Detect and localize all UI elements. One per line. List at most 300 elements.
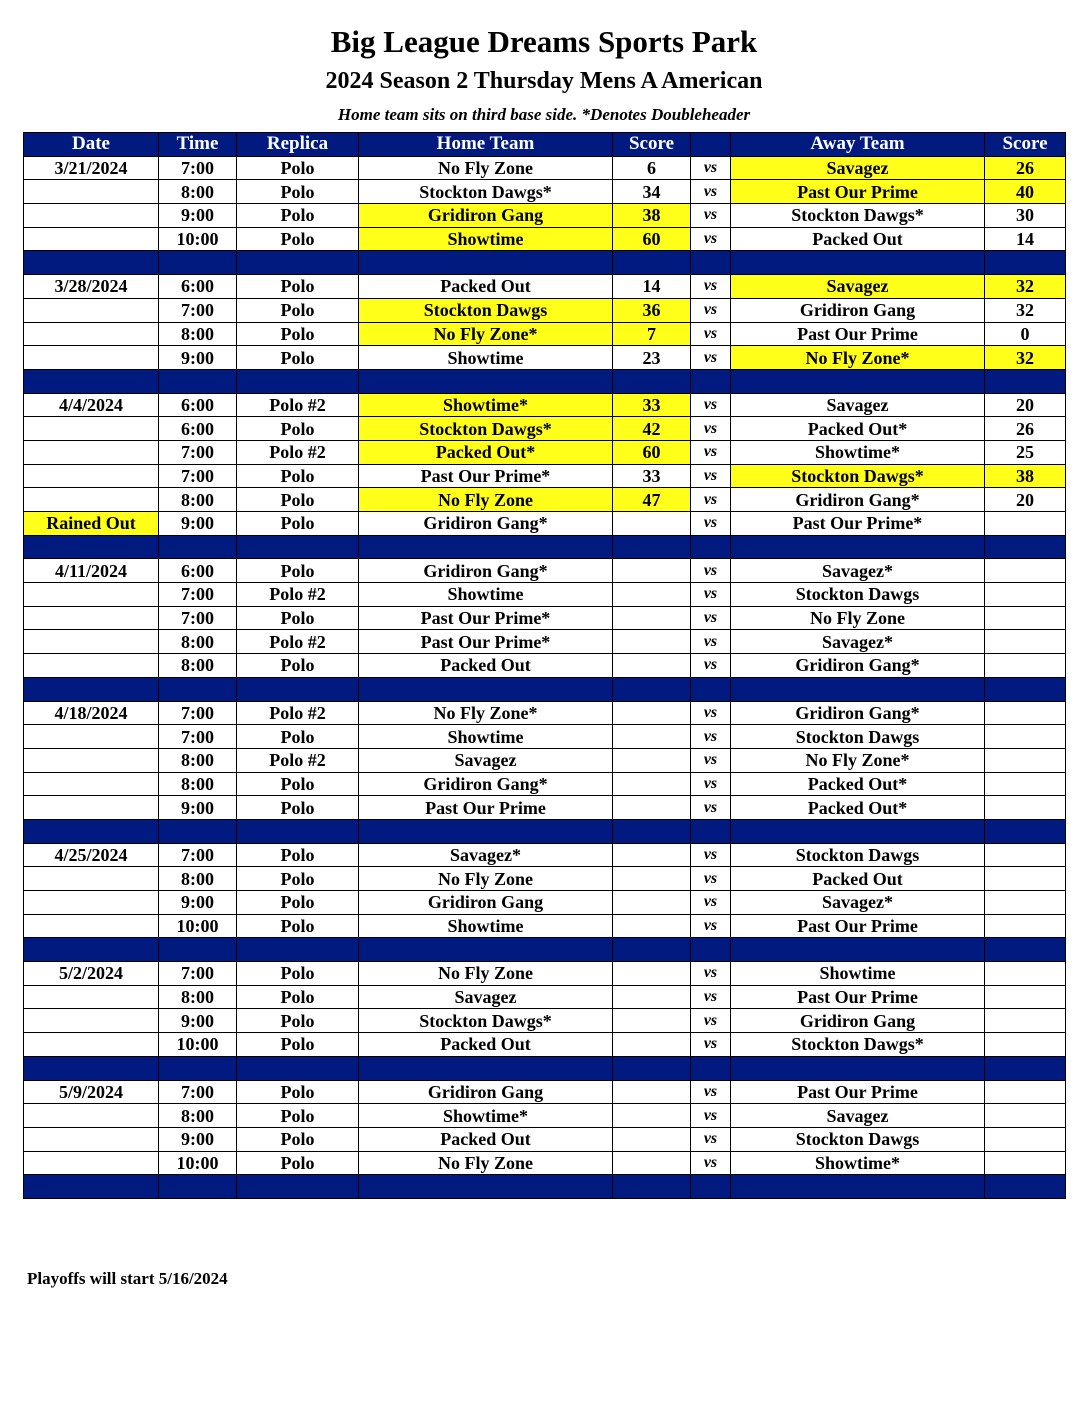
game-replica: Polo: [237, 606, 359, 630]
game-time: 9:00: [159, 1127, 237, 1151]
away-score: 26: [985, 156, 1066, 180]
separator-cell: [24, 369, 159, 393]
game-replica: Polo: [237, 1151, 359, 1175]
game-row: [24, 772, 1066, 796]
away-score: 38: [985, 464, 1066, 488]
separator-cell: [159, 535, 237, 559]
vs-label: vs: [691, 867, 731, 891]
game-time: 8:00: [159, 772, 237, 796]
away-team: Packed Out*: [731, 796, 985, 820]
away-score: [985, 796, 1066, 820]
separator-cell: [985, 819, 1066, 843]
separator-cell: [159, 369, 237, 393]
home-team: Stockton Dawgs*: [359, 1009, 613, 1033]
separator-cell: [237, 677, 359, 701]
game-row: [24, 867, 1066, 891]
separator-cell: [613, 1175, 691, 1199]
away-score: [985, 748, 1066, 772]
separator-cell: [24, 1056, 159, 1080]
game-replica: Polo: [237, 180, 359, 204]
game-time: 8:00: [159, 748, 237, 772]
home-score: [613, 843, 691, 867]
week-separator: [24, 251, 1066, 275]
game-row: [24, 1151, 1066, 1175]
game-time: 10:00: [159, 227, 237, 251]
vs-label: vs: [691, 1127, 731, 1151]
away-score: 25: [985, 440, 1066, 464]
separator-cell: [691, 677, 731, 701]
game-date-empty: [24, 606, 159, 630]
game-time: 8:00: [159, 630, 237, 654]
game-time: 7:00: [159, 701, 237, 725]
game-replica: Polo: [237, 1104, 359, 1128]
home-score: 47: [613, 488, 691, 512]
home-score: 6: [613, 156, 691, 180]
away-team: Savagez*: [731, 559, 985, 583]
vs-label: vs: [691, 464, 731, 488]
home-team: Stockton Dawgs*: [359, 180, 613, 204]
game-replica: Polo: [237, 985, 359, 1009]
home-team: No Fly Zone*: [359, 322, 613, 346]
game-date-empty: [24, 1127, 159, 1151]
game-date-empty: [24, 1009, 159, 1033]
game-date-empty: [24, 748, 159, 772]
game-time: 7:00: [159, 725, 237, 749]
game-date: 5/9/2024: [24, 1080, 159, 1104]
away-score: [985, 701, 1066, 725]
game-row: [24, 204, 1066, 228]
home-team: Packed Out*: [359, 440, 613, 464]
home-score: [613, 1151, 691, 1175]
game-date-empty: [24, 204, 159, 228]
vs-label: vs: [691, 630, 731, 654]
home-score: [613, 630, 691, 654]
away-score: [985, 1104, 1066, 1128]
vs-label: vs: [691, 417, 731, 441]
vs-label: vs: [691, 891, 731, 915]
separator-cell: [731, 535, 985, 559]
home-score: 60: [613, 440, 691, 464]
home-score: [613, 701, 691, 725]
game-replica: Polo: [237, 725, 359, 749]
game-replica: Polo #2: [237, 630, 359, 654]
away-score: [985, 725, 1066, 749]
away-team: Showtime*: [731, 1151, 985, 1175]
separator-cell: [24, 677, 159, 701]
game-row: [24, 488, 1066, 512]
game-time: 8:00: [159, 180, 237, 204]
separator-cell: [731, 369, 985, 393]
game-replica: Polo: [237, 654, 359, 678]
game-row: [24, 298, 1066, 322]
separator-cell: [731, 1175, 985, 1199]
home-score: [613, 654, 691, 678]
vs-label: vs: [691, 393, 731, 417]
game-date-empty: [24, 1151, 159, 1175]
game-date-empty: [24, 440, 159, 464]
away-score: [985, 1033, 1066, 1057]
separator-cell: [731, 677, 985, 701]
game-date-empty: [24, 867, 159, 891]
game-time: 7:00: [159, 606, 237, 630]
game-date-empty: [24, 654, 159, 678]
game-date-empty: [24, 796, 159, 820]
game-time: 9:00: [159, 796, 237, 820]
home-team: Savagez: [359, 985, 613, 1009]
separator-cell: [691, 938, 731, 962]
week-separator: [24, 535, 1066, 559]
game-time: 10:00: [159, 914, 237, 938]
separator-cell: [237, 1175, 359, 1199]
separator-cell: [159, 1056, 237, 1080]
separator-cell: [985, 677, 1066, 701]
home-team: Gridiron Gang*: [359, 559, 613, 583]
game-row: [24, 654, 1066, 678]
separator-cell: [159, 1175, 237, 1199]
away-team: Showtime*: [731, 440, 985, 464]
home-score: [613, 725, 691, 749]
game-row: [24, 559, 1066, 583]
game-row: [24, 417, 1066, 441]
separator-cell: [985, 251, 1066, 275]
home-score: [613, 606, 691, 630]
home-team: Gridiron Gang*: [359, 772, 613, 796]
game-row: [24, 1127, 1066, 1151]
game-time: 9:00: [159, 512, 237, 536]
separator-cell: [237, 251, 359, 275]
game-replica: Polo: [237, 417, 359, 441]
separator-cell: [613, 1056, 691, 1080]
game-row: [24, 630, 1066, 654]
separator-cell: [359, 938, 613, 962]
home-team: Showtime: [359, 914, 613, 938]
vs-label: vs: [691, 962, 731, 986]
separator-cell: [613, 535, 691, 559]
away-team: Stockton Dawgs: [731, 1127, 985, 1151]
game-date-empty: [24, 725, 159, 749]
separator-cell: [159, 677, 237, 701]
game-row: [24, 985, 1066, 1009]
away-score: [985, 867, 1066, 891]
separator-cell: [985, 1175, 1066, 1199]
vs-label: vs: [691, 654, 731, 678]
game-replica: Polo #2: [237, 440, 359, 464]
game-date-empty: [24, 1033, 159, 1057]
game-replica: Polo: [237, 1080, 359, 1104]
away-team: Past Our Prime*: [731, 512, 985, 536]
game-time: 8:00: [159, 985, 237, 1009]
home-team: No Fly Zone: [359, 867, 613, 891]
game-replica: Polo: [237, 914, 359, 938]
away-team: Past Our Prime: [731, 322, 985, 346]
vs-label: vs: [691, 180, 731, 204]
separator-cell: [24, 938, 159, 962]
home-score: [613, 867, 691, 891]
away-team: Packed Out*: [731, 772, 985, 796]
vs-label: vs: [691, 1033, 731, 1057]
game-replica: Polo: [237, 796, 359, 820]
game-row: [24, 1033, 1066, 1057]
playoffs-note: Playoffs will start 5/16/2024: [27, 1269, 228, 1288]
separator-cell: [613, 677, 691, 701]
week-separator: [24, 819, 1066, 843]
game-time: 8:00: [159, 1104, 237, 1128]
away-team: Savagez: [731, 1104, 985, 1128]
separator-cell: [359, 1175, 613, 1199]
game-row: [24, 180, 1066, 204]
separator-cell: [359, 535, 613, 559]
game-date-empty: [24, 322, 159, 346]
game-row: [24, 583, 1066, 607]
game-replica: Polo: [237, 488, 359, 512]
game-replica: Polo: [237, 322, 359, 346]
game-time: 7:00: [159, 156, 237, 180]
home-score: [613, 962, 691, 986]
home-team: Past Our Prime*: [359, 606, 613, 630]
away-score: [985, 1127, 1066, 1151]
separator-cell: [237, 819, 359, 843]
game-row: [24, 796, 1066, 820]
home-team: Stockton Dawgs*: [359, 417, 613, 441]
game-date-empty: [24, 985, 159, 1009]
away-team: Past Our Prime: [731, 1080, 985, 1104]
separator-cell: [985, 938, 1066, 962]
away-score: 30: [985, 204, 1066, 228]
home-team: Packed Out: [359, 275, 613, 299]
game-time: 7:00: [159, 1080, 237, 1104]
game-row: [24, 1104, 1066, 1128]
game-replica: Polo: [237, 891, 359, 915]
separator-cell: [24, 1175, 159, 1199]
game-time: 9:00: [159, 346, 237, 370]
home-team: Savagez*: [359, 843, 613, 867]
away-score: 32: [985, 275, 1066, 299]
game-date-empty: [24, 1104, 159, 1128]
game-replica: Polo: [237, 1009, 359, 1033]
home-score: [613, 559, 691, 583]
vs-label: vs: [691, 583, 731, 607]
home-team: Showtime*: [359, 393, 613, 417]
game-row: [24, 1080, 1066, 1104]
game-row: [24, 512, 1066, 536]
game-row: [24, 843, 1066, 867]
week-separator: [24, 369, 1066, 393]
home-team: Gridiron Gang*: [359, 512, 613, 536]
game-date: 4/11/2024: [24, 559, 159, 583]
home-team: Packed Out: [359, 1033, 613, 1057]
week-separator: [24, 1175, 1066, 1199]
home-score: [613, 748, 691, 772]
separator-cell: [613, 369, 691, 393]
separator-cell: [985, 535, 1066, 559]
game-replica: Polo: [237, 298, 359, 322]
away-score: [985, 962, 1066, 986]
home-team: Packed Out: [359, 1127, 613, 1151]
game-replica: Polo #2: [237, 701, 359, 725]
home-score: [613, 1080, 691, 1104]
game-date: 3/28/2024: [24, 275, 159, 299]
home-team: Past Our Prime*: [359, 464, 613, 488]
separator-cell: [24, 819, 159, 843]
vs-label: vs: [691, 748, 731, 772]
col-date: Date: [24, 133, 159, 157]
away-score: 14: [985, 227, 1066, 251]
away-team: Stockton Dawgs*: [731, 464, 985, 488]
vs-label: vs: [691, 725, 731, 749]
vs-label: vs: [691, 204, 731, 228]
game-row: [24, 1009, 1066, 1033]
home-score: 23: [613, 346, 691, 370]
home-score: 60: [613, 227, 691, 251]
separator-cell: [731, 819, 985, 843]
game-replica: Polo: [237, 1127, 359, 1151]
game-row: [24, 464, 1066, 488]
home-score: 42: [613, 417, 691, 441]
game-row: [24, 275, 1066, 299]
separator-cell: [237, 369, 359, 393]
away-team: Stockton Dawgs: [731, 725, 985, 749]
game-time: 10:00: [159, 1151, 237, 1175]
away-team: Packed Out*: [731, 417, 985, 441]
separator-cell: [159, 251, 237, 275]
home-team: No Fly Zone*: [359, 701, 613, 725]
game-replica: Polo: [237, 512, 359, 536]
home-team: Past Our Prime: [359, 796, 613, 820]
col-away-score: Score: [985, 133, 1066, 157]
vs-label: vs: [691, 156, 731, 180]
game-date-empty: [24, 914, 159, 938]
vs-label: vs: [691, 440, 731, 464]
col-time: Time: [159, 133, 237, 157]
home-score: 34: [613, 180, 691, 204]
away-team: Packed Out: [731, 867, 985, 891]
away-team: Stockton Dawgs*: [731, 204, 985, 228]
vs-label: vs: [691, 346, 731, 370]
col-vs: [691, 133, 731, 157]
home-score: 33: [613, 464, 691, 488]
away-team: Savagez*: [731, 891, 985, 915]
away-team: Savagez*: [731, 630, 985, 654]
game-time: 7:00: [159, 843, 237, 867]
away-score: 20: [985, 393, 1066, 417]
separator-cell: [691, 369, 731, 393]
away-score: [985, 512, 1066, 536]
game-row: [24, 227, 1066, 251]
header-row: [24, 133, 1066, 157]
away-team: Past Our Prime: [731, 914, 985, 938]
game-time: 10:00: [159, 1033, 237, 1057]
away-score: 20: [985, 488, 1066, 512]
away-team: Gridiron Gang*: [731, 654, 985, 678]
home-team: Savagez: [359, 748, 613, 772]
game-replica: Polo #2: [237, 583, 359, 607]
away-score: 32: [985, 298, 1066, 322]
game-replica: Polo #2: [237, 393, 359, 417]
col-home-score: Score: [613, 133, 691, 157]
schedule-subtitle: 2024 Season 2 Thursday Mens A American: [325, 68, 763, 94]
separator-cell: [613, 938, 691, 962]
home-score: [613, 796, 691, 820]
vs-label: vs: [691, 1009, 731, 1033]
vs-label: vs: [691, 322, 731, 346]
vs-label: vs: [691, 606, 731, 630]
game-replica: Polo: [237, 227, 359, 251]
game-row: [24, 891, 1066, 915]
away-team: Past Our Prime: [731, 180, 985, 204]
home-team: No Fly Zone: [359, 156, 613, 180]
home-team: Showtime: [359, 725, 613, 749]
game-date-empty: [24, 583, 159, 607]
separator-cell: [159, 938, 237, 962]
away-score: [985, 843, 1066, 867]
game-replica: Polo: [237, 275, 359, 299]
away-score: [985, 630, 1066, 654]
home-score: [613, 1127, 691, 1151]
home-team: Showtime: [359, 227, 613, 251]
vs-label: vs: [691, 914, 731, 938]
page-title: Big League Dreams Sports Park: [330, 24, 758, 59]
separator-cell: [691, 819, 731, 843]
vs-label: vs: [691, 701, 731, 725]
home-score: [613, 1104, 691, 1128]
away-team: Gridiron Gang*: [731, 701, 985, 725]
schedule-body: [24, 156, 1066, 1198]
away-score: [985, 654, 1066, 678]
home-team: No Fly Zone: [359, 488, 613, 512]
away-score: [985, 891, 1066, 915]
game-time: 7:00: [159, 440, 237, 464]
separator-cell: [691, 1175, 731, 1199]
home-score: 38: [613, 204, 691, 228]
separator-cell: [613, 819, 691, 843]
game-date-empty: [24, 891, 159, 915]
home-team: Showtime: [359, 583, 613, 607]
game-time: 7:00: [159, 464, 237, 488]
away-team: Savagez: [731, 275, 985, 299]
vs-label: vs: [691, 1080, 731, 1104]
home-score: [613, 1033, 691, 1057]
game-time: 8:00: [159, 322, 237, 346]
vs-label: vs: [691, 796, 731, 820]
separator-cell: [24, 251, 159, 275]
game-time: 6:00: [159, 393, 237, 417]
game-time: 9:00: [159, 1009, 237, 1033]
away-team: Packed Out: [731, 227, 985, 251]
vs-label: vs: [691, 298, 731, 322]
game-date-empty: [24, 180, 159, 204]
home-team: Packed Out: [359, 654, 613, 678]
away-team: No Fly Zone: [731, 606, 985, 630]
schedule-table: [23, 132, 1066, 1199]
separator-cell: [359, 677, 613, 701]
game-row: [24, 962, 1066, 986]
game-date-empty: [24, 464, 159, 488]
home-score: [613, 1009, 691, 1033]
away-team: Savagez: [731, 156, 985, 180]
home-score: [613, 985, 691, 1009]
separator-cell: [237, 535, 359, 559]
game-replica: Polo #2: [237, 748, 359, 772]
vs-label: vs: [691, 985, 731, 1009]
separator-cell: [613, 251, 691, 275]
home-score: [613, 512, 691, 536]
separator-cell: [359, 1056, 613, 1080]
vs-label: vs: [691, 843, 731, 867]
game-row: [24, 440, 1066, 464]
vs-label: vs: [691, 488, 731, 512]
away-score: 32: [985, 346, 1066, 370]
week-separator: [24, 938, 1066, 962]
